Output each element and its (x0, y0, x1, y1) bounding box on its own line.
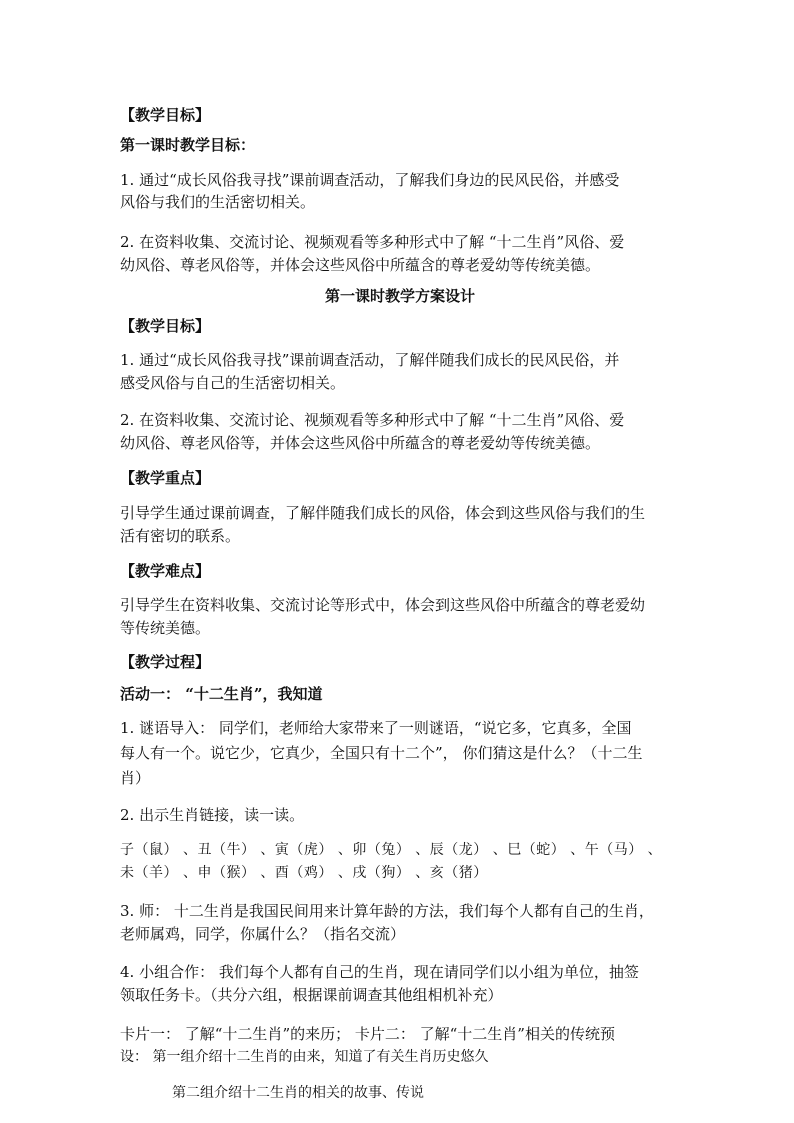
step-4-line-1: 4. 小组合作： 我们每个人都有自己的生肖，现在请同学们以小组为单位，抽签 (120, 963, 639, 981)
goal-2-item-2-line-1: 2. 在资料收集、交流讨论、视频观看等多种形式中了解 “十二生肖”风俗、爱 (120, 411, 625, 429)
zodiac-line-1: 子（鼠） 、丑（牛） 、寅（虎） 、卯（兔） 、辰（龙） 、巳（蛇） 、午（马） 、 (120, 842, 663, 858)
goal-1-item-1-line-2: 风俗与我们的生活密切相关。 (120, 193, 316, 211)
cards-line-2: 设： 第一组介绍十二生肖的由来，知道了有关生肖历史悠久 (120, 1049, 489, 1065)
plan-title: 第一课时教学方案设计 (324, 287, 475, 305)
subheading-first-lesson-goals: 第一课时教学目标： (120, 136, 256, 154)
cards-line-3: 第二组介绍十二生肖的相关的故事、传说 (172, 1085, 424, 1101)
step-3-line-1: 3. 师： 十二生肖是我国民间用来计算年龄的方法，我们每个人都有自己的生肖， (120, 902, 654, 920)
goal-1-item-2-line-2: 幼风俗、尊老风俗等，并体会这些风俗中所蕴含的尊老爱幼等传统美德。 (120, 256, 601, 274)
goal-2-item-1-line-1: 1. 通过“成长风俗我寻找”课前调查活动，了解伴随我们成长的民风民俗，并 (120, 351, 620, 369)
step-4-line-2: 领取任务卡。（共分六组，根据课前调查其他组相机补充） (120, 986, 503, 1004)
step-1-line-2: 每人有一个。说它少，它真少，全国只有十二个”， 你们猜这是什么？（十二生 (120, 744, 643, 762)
goal-1-item-1-line-1: 1. 通过“成长风俗我寻找”课前调查活动，了解我们身边的民风民俗，并感受 (120, 171, 620, 189)
goal-2-item-1-line-2: 感受风俗与自己的生活密切相关。 (120, 374, 346, 392)
zodiac-line-2: 未（羊） 、申（猴） 、酉（鸡） 、戌（狗） 、亥（猪） (120, 865, 488, 881)
heading-difficulties: 【教学难点】 (120, 562, 211, 580)
cards-line-1: 卡片一： 了解“十二生肖”的来历； 卡片二： 了解“十二生肖”相关的传统预 (120, 1025, 615, 1043)
heading-teaching-goals: 【教学目标】 (120, 106, 211, 124)
key-points-line-1: 引导学生通过课前调查，了解伴随我们成长的风俗，体会到这些风俗与我们的生 (120, 504, 646, 522)
step-1-line-1: 1. 谜语导入： 同学们，老师给大家带来了一则谜语，“说它多，它真多，全国 (120, 719, 632, 737)
difficulties-line-1: 引导学生在资料收集、交流讨论等形式中，体会到这些风俗中所蕴含的尊老爱幼 (120, 596, 646, 614)
step-1-line-3: 肖） (120, 769, 151, 787)
difficulties-line-2: 等传统美德。 (120, 619, 211, 637)
key-points-line-2: 活有密切的联系。 (120, 527, 241, 545)
step-2: 2. 出示生肖链接，读一读。 (120, 806, 305, 824)
goal-2-item-2-line-2: 幼风俗、尊老风俗等，并体会这些风俗中所蕴含的尊老爱幼等传统美德。 (120, 434, 601, 452)
heading-process: 【教学过程】 (120, 653, 211, 671)
heading-teaching-goals-2: 【教学目标】 (120, 317, 211, 335)
step-3-line-2: 老师属鸡，同学，你属什么？（指名交流） (120, 925, 406, 943)
activity-1-title: 活动一： “十二生肖”，我知道 (120, 685, 323, 703)
goal-1-item-2-line-1: 2. 在资料收集、交流讨论、视频观看等多种形式中了解 “十二生肖”风俗、爱 (120, 233, 625, 251)
heading-key-points: 【教学重点】 (120, 469, 211, 487)
